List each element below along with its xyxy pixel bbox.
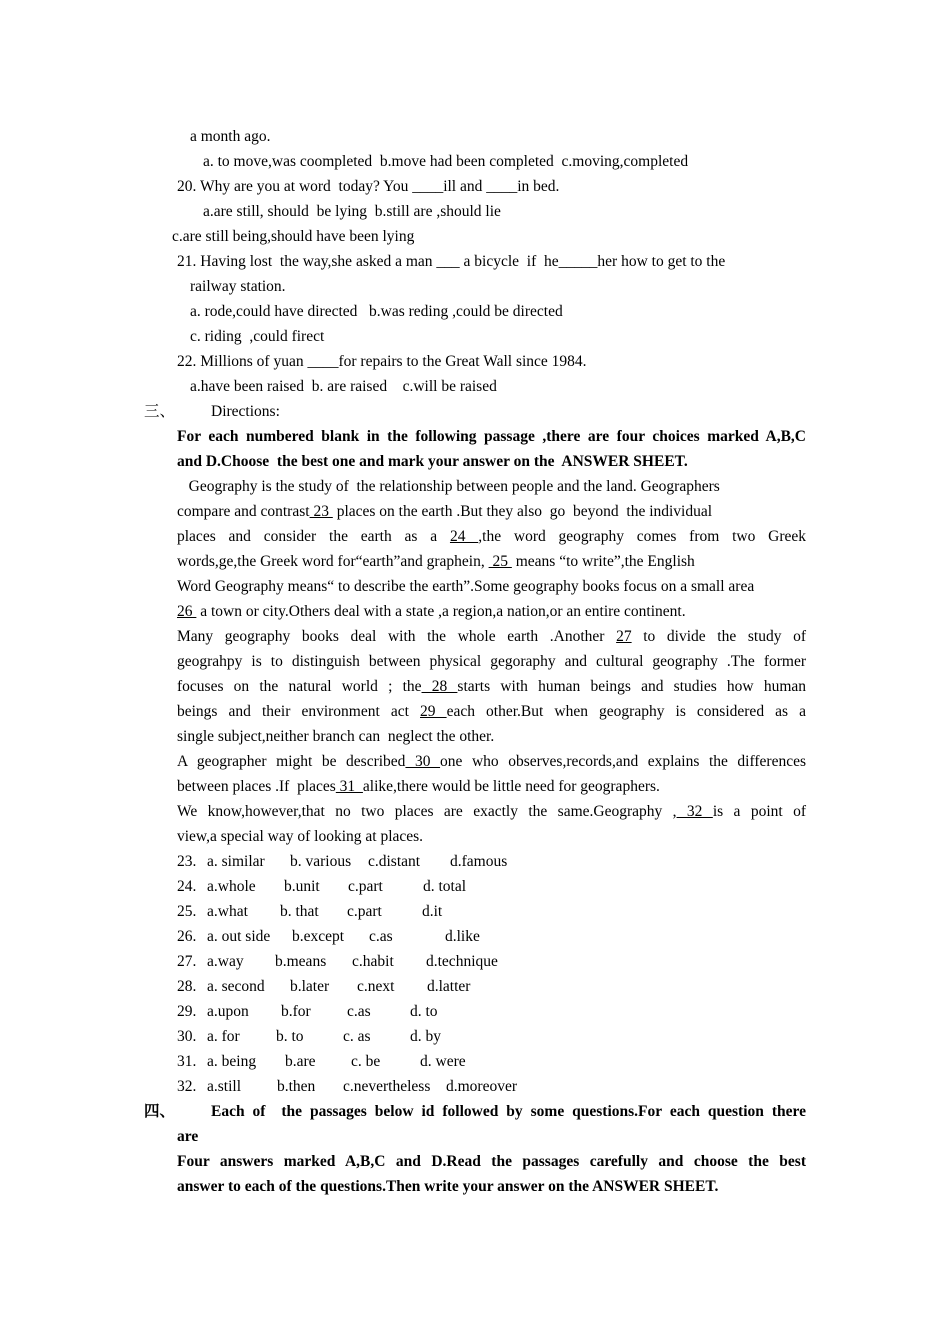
- answer-option-d: d.latter: [427, 978, 471, 995]
- answer-option-d: d. total: [423, 878, 467, 895]
- q20-option-c: c.are still being,should have been lying: [172, 228, 415, 245]
- answer-number: 25.: [177, 903, 197, 920]
- answer-option-a: a.whole: [207, 878, 256, 895]
- section4-directions-line1: Each of the passages below id followed by some questions.For each question there: [211, 1103, 806, 1120]
- answer-option-b: b.later: [290, 978, 330, 995]
- answer-number: 29.: [177, 1003, 197, 1020]
- answer-option-b: b.unit: [284, 878, 320, 895]
- blank-28: 28: [421, 678, 458, 695]
- blank-29: 29: [420, 703, 447, 720]
- q20-options-ab: a.are still, should be lying b.still are ,should lie: [203, 203, 501, 220]
- answer-number: 28.: [177, 978, 197, 995]
- passage-line: beings and their environment act 29 each other.But when geography is considered as a: [177, 703, 806, 720]
- answer-option-d: d. were: [420, 1053, 466, 1070]
- section3-directions-line1: For each numbered blank in the following passage ,there are four choices marked A,B,C: [177, 428, 806, 445]
- passage-line: view,a special way of looking at places.: [177, 828, 424, 845]
- answer-option-d: d.moreover: [446, 1078, 518, 1095]
- answer-number: 23.: [177, 853, 197, 870]
- answer-option-b: b. various: [290, 853, 352, 870]
- answer-number: 26.: [177, 928, 197, 945]
- passage-line: between places .If places 31 alike,there would be little need for geographers.: [177, 778, 660, 795]
- answer-option-d: d.it: [422, 903, 443, 920]
- answer-option-c: c. be: [351, 1053, 381, 1070]
- q21-options-ab: a. rode,could have directed b.was reding ,could be directed: [190, 303, 563, 320]
- answer-option-d: d.technique: [426, 953, 498, 970]
- blank-23: 23: [309, 503, 333, 520]
- answer-option-c: c. as: [343, 1028, 371, 1045]
- q19-options: a. to move,was coompleted b.move had been completed c.moving,completed: [203, 153, 689, 170]
- blank-31: 31: [335, 778, 363, 795]
- blank-24: 24: [449, 528, 479, 545]
- answer-option-c: c.as: [369, 928, 393, 945]
- blank-27: 27: [616, 628, 632, 645]
- q21-stem-line2: railway station.: [190, 278, 286, 295]
- passage-line: We know,however,that no two places are exactly the same.Geography , 32 is a point of: [177, 803, 806, 820]
- answer-option-b: b.except: [292, 928, 345, 945]
- answer-number: 24.: [177, 878, 197, 895]
- q20-stem: 20. Why are you at word today? You ____ill and ____in bed.: [177, 178, 560, 195]
- answer-option-a: a. similar: [207, 853, 265, 870]
- section4-directions-line4: answer to each of the questions.Then write your answer on the ANSWER SHEET.: [177, 1178, 719, 1195]
- passage-line: compare and contrast 23 places on the earth .But they also go beyond the individual: [177, 503, 713, 520]
- answer-option-b: b.means: [275, 953, 327, 970]
- answer-option-a: a. out side: [207, 928, 271, 945]
- answer-option-a: a. being: [207, 1053, 257, 1070]
- answer-option-a: a. second: [207, 978, 265, 995]
- q22-stem: 22. Millions of yuan ____for repairs to the Great Wall since 1984.: [177, 353, 587, 370]
- answer-option-a: a.upon: [207, 1003, 249, 1020]
- answer-option-b: b. to: [276, 1028, 304, 1045]
- q19-tail: a month ago.: [190, 128, 271, 145]
- answer-option-c: c.next: [357, 978, 395, 995]
- passage-line: A geographer might be described 30 one who observes,records,and explains the differences: [177, 753, 806, 770]
- answer-option-c: c.as: [347, 1003, 371, 1020]
- answer-number: 32.: [177, 1078, 197, 1095]
- answer-option-c: c.part: [348, 878, 383, 895]
- passage-line: Many geography books deal with the whole earth .Another 27 to divide the study of: [177, 628, 806, 645]
- passage-line: places and consider the earth as a 24 ,the word geography comes from two Greek: [177, 528, 807, 545]
- passage-line: 26 a town or city.Others deal with a state ,a region,a nation,or an entire continent.: [177, 603, 686, 620]
- q21-option-c: c. riding ,could firect: [190, 328, 325, 345]
- answer-option-d: d.famous: [450, 853, 508, 870]
- section4-marker: 四、: [144, 1103, 176, 1120]
- answer-number: 27.: [177, 953, 197, 970]
- answer-option-b: b.for: [281, 1003, 311, 1020]
- answer-option-b: b. that: [280, 903, 319, 920]
- answer-option-c: c.habit: [352, 953, 394, 970]
- blank-26: 26: [177, 603, 197, 620]
- answer-option-d: d.like: [445, 928, 480, 945]
- answer-option-a: a.way: [207, 953, 244, 970]
- q21-stem-line1: 21. Having lost the way,she asked a man ___ a bicycle if he_____her how to get to the: [177, 253, 726, 270]
- answer-option-d: d. to: [410, 1003, 438, 1020]
- blank-30: 30: [405, 753, 441, 770]
- answer-option-a: a.still: [207, 1078, 242, 1095]
- answer-option-d: d. by: [410, 1028, 441, 1045]
- passage-line: Geography is the study of the relationship between people and the land. Geographers: [177, 478, 720, 495]
- section4-directions-line2: are: [177, 1128, 199, 1145]
- blank-32: 32: [676, 803, 713, 820]
- answer-option-c: c.part: [347, 903, 382, 920]
- answer-option-c: c.distant: [368, 853, 421, 870]
- answer-option-b: b.are: [285, 1053, 316, 1070]
- q22-options: a.have been raised b. are raised c.will be raised: [190, 378, 497, 395]
- blank-25: 25: [488, 553, 512, 570]
- passage-line: focuses on the natural world ; the 28 starts with human beings and studies how human: [177, 678, 806, 695]
- section3-marker: 三、: [144, 403, 176, 420]
- answer-option-a: a. for: [207, 1028, 240, 1045]
- answer-option-a: a.what: [207, 903, 248, 920]
- answer-number: 31.: [177, 1053, 197, 1070]
- section4-directions-line3: Four answers marked A,B,C and D.Read the passages carefully and choose the best: [177, 1153, 806, 1170]
- answer-option-b: b.then: [277, 1078, 316, 1095]
- passage-line: Word Geography means“ to describe the earth”.Some geography books focus on a small area: [177, 578, 755, 595]
- section3-directions-line2: and D.Choose the best one and mark your answer on the ANSWER SHEET.: [177, 453, 688, 470]
- answer-option-c: c.nevertheless: [343, 1078, 431, 1095]
- passage-line: words,ge,the Greek word for“earth”and graphein, 25 means “to write”,the English: [177, 553, 695, 570]
- section3-title: Directions:: [211, 403, 280, 420]
- passage-line: single subject,neither branch can neglect the other.: [177, 728, 495, 745]
- passage-line: geograhpy is to distinguish between physical gegoraphy and cultural geography .The former: [177, 653, 806, 670]
- answer-number: 30.: [177, 1028, 197, 1045]
